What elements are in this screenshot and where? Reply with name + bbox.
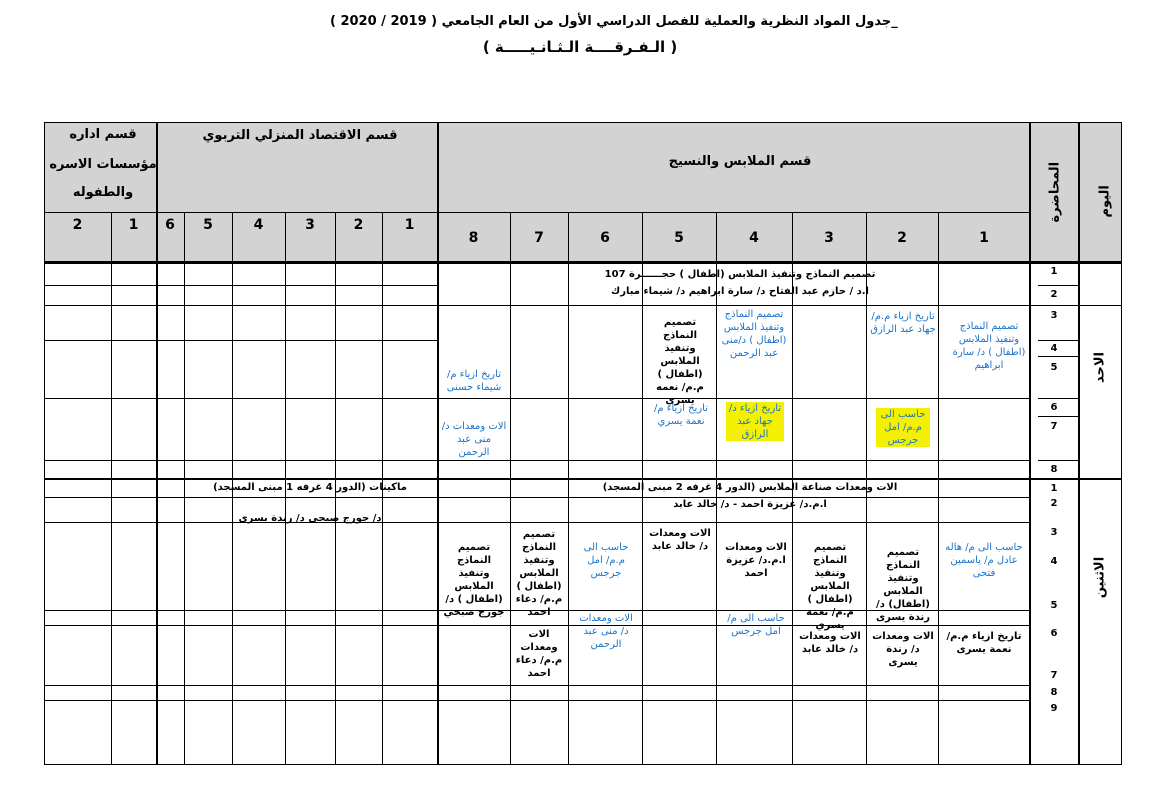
mon-g7-a: تصميم النماذج وتنفيذ الملابس (اطفال ) م.م/ دعاء احمد <box>515 529 563 618</box>
mon-g2-b: الات ومعدات د/ رندة يسرى <box>872 631 934 668</box>
home-group-5: 5 <box>203 217 213 233</box>
family-group-2: 2 <box>72 217 83 233</box>
sun-g8-b: الات ومعدات د/ منى عبد الرحمن <box>441 421 507 458</box>
sun-merged-line-2: ا.د / حازم عبد الفتاح د/ سارة ابراهيم د/ شيماء مبارك <box>611 286 869 297</box>
sun-g2-b: حاسب الى م.م/ امل جرجس <box>876 408 930 447</box>
mon-g3-b: الات ومعدات د/ خالد عابد <box>799 631 861 655</box>
sun-g1-a: تصميم النماذج وتنفيذ الملابس (اطفال ) د/ سارة ابراهيم <box>952 321 1026 371</box>
home-group-3: 3 <box>305 217 315 233</box>
home-group-4: 4 <box>253 217 264 233</box>
day-monday: الاثنين <box>1092 556 1108 599</box>
mon-g1-b: تاريخ ازياء م.م/ نعمة يسرى <box>946 631 1022 655</box>
dept-family-header-1: قسم اداره <box>69 127 137 142</box>
mon-merged-home-2: د/ جورج صبحى د/ رندة يسرى <box>238 513 382 524</box>
clothing-group-5: 5 <box>674 230 684 246</box>
mon-g1-a: حاسب الى م/ هاله عادل م/ ياسمين فتحى <box>945 542 1023 579</box>
home-group-6: 6 <box>165 217 175 233</box>
clothing-group-1: 1 <box>979 230 989 246</box>
mon-g2-a: تصميم النماذج وتنفيذ الملابس (اطفال) د/ رندة يسرى <box>876 547 930 623</box>
clothing-group-6: 6 <box>600 230 610 246</box>
clothing-group-3: 3 <box>824 230 834 246</box>
mon-g6-a: حاسب الى م.م/ امل جرجس <box>583 542 629 579</box>
sun-period-5: 5 <box>1050 362 1058 373</box>
mon-g3-a: تصميم النماذج وتنفيذ الملابس (اطفال ) م.م/ نعمه يسري <box>806 542 854 631</box>
sun-g4-a: تصميم النماذج وتنفيذ الملابس (اطفال ) د/منى عبد الرحمن <box>721 309 787 359</box>
mon-g8-a: تصميم النماذج وتنفيذ الملابس (اطفال ) د/ جورج صبحي <box>443 542 505 618</box>
mon-merged-home-1: ماكينات (الدور 4 غرفه 1 مبنى المسجد) <box>213 482 407 493</box>
mon-g7-b: الات ومعدات م.م/ دعاء احمد <box>515 629 563 679</box>
sun-period-6: 6 <box>1050 402 1058 413</box>
day-sunday: الاحد <box>1092 352 1108 384</box>
mon-g4-a: الات ومعدات ا.م.د/ عزيزة احمد <box>725 542 787 579</box>
dept-family-header-3: والطفوله <box>72 185 134 200</box>
mon-g6-b: الات ومعدات د/ منى عبد الرحمن <box>579 613 633 650</box>
mon-period-1: 1 <box>1050 483 1058 494</box>
sun-period-4: 4 <box>1050 343 1058 354</box>
home-group-1: 1 <box>404 217 415 233</box>
sun-merged-line-1: تصميم النماذج وتنفيذ الملابس (اطفال ) حجــــــرة 107 <box>604 269 876 280</box>
sun-period-3: 3 <box>1050 310 1058 321</box>
home-group-2: 2 <box>353 217 364 233</box>
family-group-1: 1 <box>128 217 139 233</box>
dept-clothing-header: قسم الملابس والنسيج <box>668 154 812 169</box>
clothing-group-4: 4 <box>749 230 759 246</box>
mon-merged-clothing-1: الات ومعدات صناعة الملابس (الدور 4 غرفه 2 مبنى المسجد) <box>602 482 898 493</box>
clothing-group-7: 7 <box>534 230 544 246</box>
mon-period-4: 4 <box>1050 556 1058 567</box>
sun-period-1: 1 <box>1050 266 1058 277</box>
sun-g4-b: تاريخ ازياء د/ جهاد عبد الرازق <box>726 402 784 441</box>
day-header: اليوم <box>1097 185 1113 218</box>
mon-period-8: 8 <box>1050 687 1058 698</box>
clothing-group-2: 2 <box>897 230 907 246</box>
clothing-group-8: 8 <box>468 230 479 246</box>
mon-g4-b: حاسب الى م/ امل جرجس <box>727 613 785 637</box>
mon-period-9: 9 <box>1050 703 1058 714</box>
mon-period-3: 3 <box>1050 527 1058 538</box>
mon-g5-a: الات ومعدات د/ خالد عابد <box>649 528 711 552</box>
dept-home-econ-header: قسم الاقتصاد المنزلي التربوي <box>202 128 398 143</box>
sun-g5-a: تصميم النماذج وتنفيذ الملابس (اطفال ) م.م/ نعمه يسري <box>656 317 704 406</box>
page-title: جدول المواد النظرية والعملية للفصل الدراسي الأول من العام الجامعي ( 2019 / 2020 )_ <box>330 14 898 29</box>
sun-period-7: 7 <box>1050 421 1058 432</box>
sun-g2-a: تاريخ ازياء م.م/جهاد عبد الرازق <box>870 311 936 335</box>
sun-g5-b: تاريخ ازياء م/ نعمة يسري <box>654 403 708 427</box>
mon-period-2: 2 <box>1050 498 1058 509</box>
page-subtitle: ( الـفـرقــــة الـثـانـيـــــة ) <box>482 38 678 56</box>
sun-period-8: 8 <box>1050 464 1058 475</box>
sun-g8-a: تاريخ ازياء م/ شيماء حسنى <box>446 369 502 393</box>
lecture-header: المحاضرة <box>1047 161 1063 223</box>
mon-period-6: 6 <box>1050 628 1058 639</box>
mon-period-7: 7 <box>1050 670 1058 681</box>
dept-family-header-2: مؤسسات الاسره <box>49 157 157 172</box>
mon-merged-clothing-2: ا.م.د/ عزيزة احمد - د/ خالد عابد <box>673 499 827 510</box>
sun-period-2: 2 <box>1050 289 1058 300</box>
mon-period-5: 5 <box>1050 600 1058 611</box>
